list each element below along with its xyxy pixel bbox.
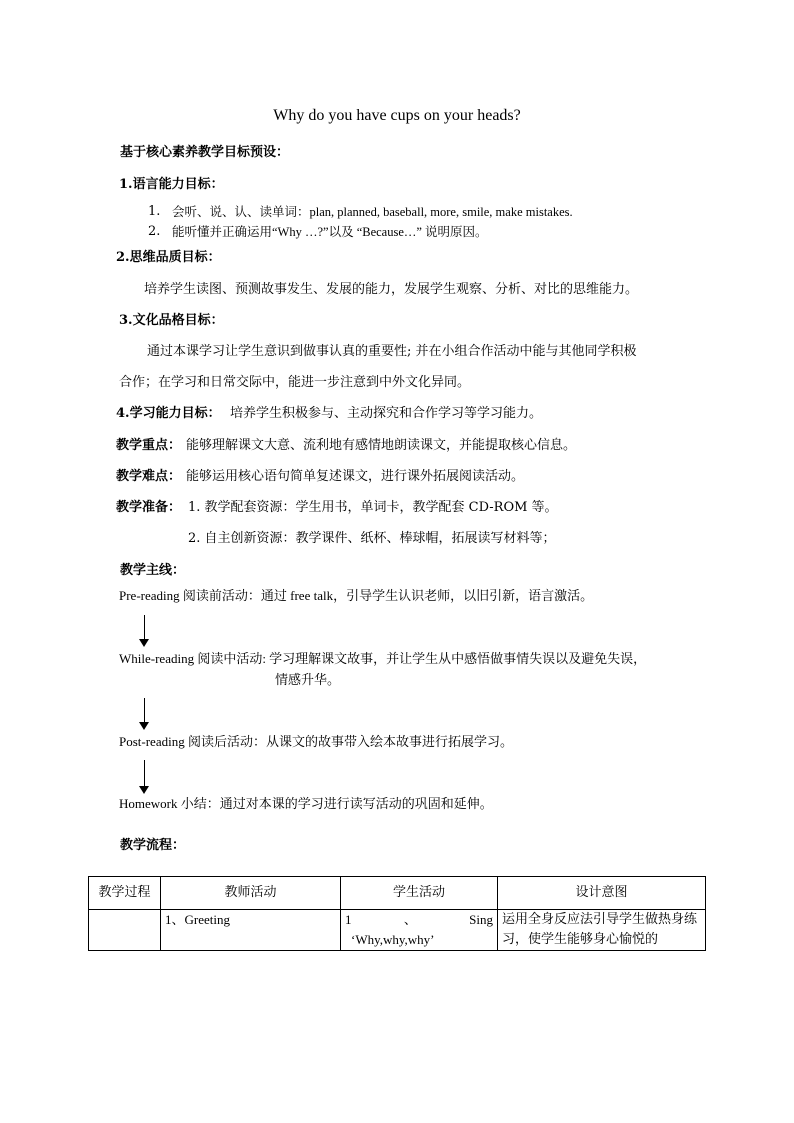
culture-line-1: 通过本课学习让学生意识到做事认真的重要性; 并在小组合作活动中能与其他同学积极: [147, 344, 637, 359]
table-header-row: [89, 877, 706, 910]
difficult-points-text: 能够运用核心语句简单复述课文，进行课外拓展阅读活动。: [186, 469, 525, 484]
stage-cell: [89, 910, 161, 951]
column-header: 教学过程: [89, 877, 161, 910]
language-item-1-number: 1.: [148, 204, 161, 219]
post-reading-step: Post-reading 阅读后活动：从课文的故事带入绘本故事进行拓展学习。: [119, 734, 513, 749]
document-title: Why do you have cups on your heads?: [273, 107, 521, 124]
while-reading-step-continued: 情感升华。: [275, 673, 341, 688]
preparation-item-1: 1. 教学配套资源：学生用书，单词卡，教学配套 CD-ROM 等。: [188, 500, 558, 515]
culture-heading: 3.文化品格目标：: [119, 313, 224, 328]
language-heading: 1.语言能力目标：: [119, 177, 224, 192]
column-header: 教师活动: [161, 877, 341, 910]
column-header: 设计意图: [498, 877, 706, 910]
while-reading-step: While-reading 阅读中活动: 学习理解课文故事，并让学生从中感悟做事情失误以及避免失误，: [119, 651, 647, 666]
language-item-1: 会听、说、认、读单词：plan, planned, baseball, more, smile, make mistakes.: [172, 205, 573, 219]
culture-line-2: 合作；在学习和日常交际中，能进一步注意到中外文化异同。: [119, 375, 471, 390]
thinking-text: 培养学生读图、预测故事发生、发展的能力，发展学生观察、分析、对比的思维能力。: [144, 282, 639, 297]
language-item-2-number: 2.: [148, 224, 161, 239]
learning-text: 培养学生积极参与、主动探究和合作学习等学习能力。: [230, 406, 543, 421]
column-header: 学生活动: [341, 877, 498, 910]
design-intent-cell: 运用全身反应法引导学生做热身练习，使学生能够身心愉悦的: [498, 910, 706, 951]
process-heading: 教学流程：: [120, 838, 186, 853]
key-points-text: 能够理解课文大意、流利地有感情地朗读课文，并能提取核心信息。: [186, 438, 577, 453]
table-row: [89, 910, 706, 951]
preparation-label: 教学准备：: [116, 500, 182, 515]
difficult-points-label: 教学难点：: [116, 469, 182, 484]
down-arrow-icon: [139, 615, 151, 647]
teaching-process-table: [88, 876, 706, 951]
student-activity-separator: 、: [403, 912, 417, 927]
student-activity-number: 1: [345, 912, 352, 927]
student-activity-verb: Sing: [469, 912, 493, 927]
mainline-heading: 教学主线：: [120, 563, 186, 578]
teacher-activity-cell: 1、Greeting: [161, 910, 341, 951]
preparation-item-2: 2. 自主创新资源：教学课件、纸杯、棒球帽，拓展读写材料等；: [188, 531, 556, 546]
down-arrow-icon: [139, 698, 151, 730]
homework-step: Homework 小结：通过对本课的学习进行读写活动的巩固和延伸。: [119, 796, 493, 811]
language-item-2: 能听懂并正确运用“Why …?”以及 “Because…” 说明原因。: [172, 225, 488, 239]
learning-heading: 4.学习能力目标：: [116, 406, 221, 421]
down-arrow-icon: [139, 760, 151, 794]
student-activity-cell: [341, 910, 498, 951]
student-activity-song: ‘Why,why,why’: [351, 932, 435, 947]
thinking-heading: 2.思维品质目标：: [116, 250, 221, 265]
key-points-label: 教学重点：: [116, 438, 182, 453]
pre-reading-step: Pre-reading 阅读前活动：通过 free talk，引导学生认识老师，以旧引新，语言激活。: [119, 588, 594, 603]
objectives-heading: 基于核心素养教学目标预设：: [120, 145, 290, 160]
